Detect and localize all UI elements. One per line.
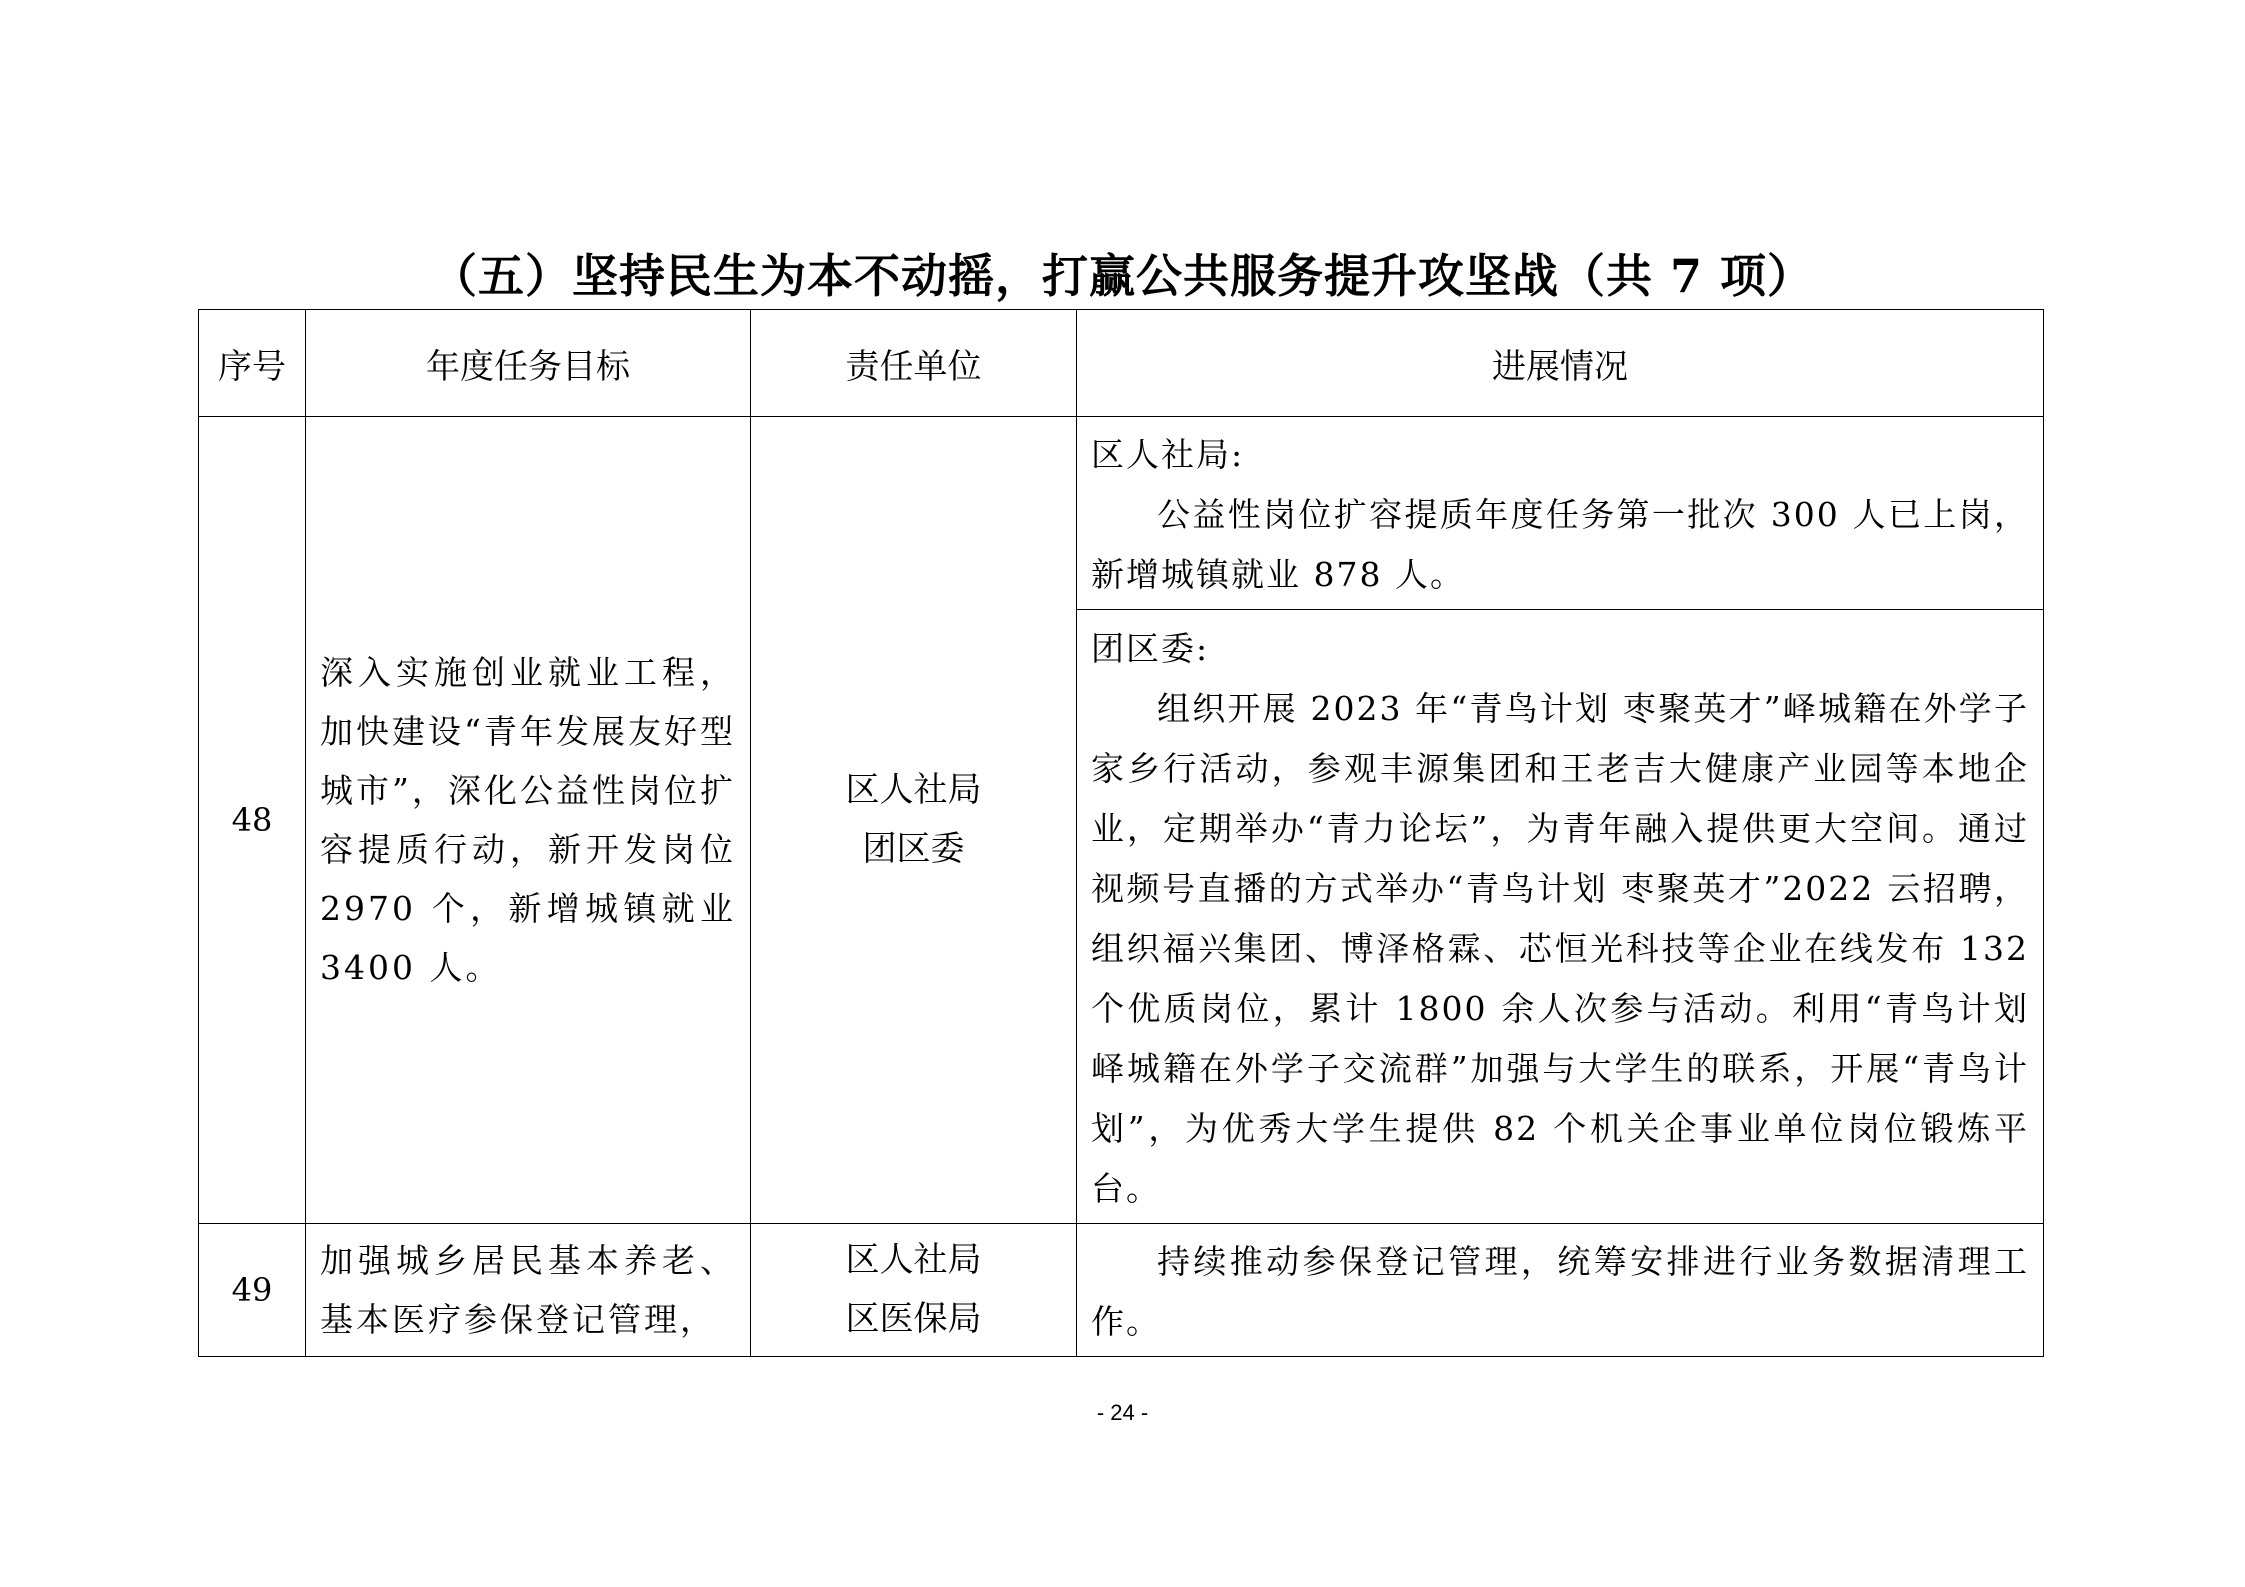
progress-text: 公益性岗位扩容提质年度任务第一批次 300 人已上岗，新增城镇就业 878 人。 (1091, 495, 2029, 594)
row-goal: 加强城乡居民基本养老、基本医疗参保登记管理， (306, 1224, 751, 1357)
table-row (199, 1224, 2044, 1357)
row-goal: 深入实施创业就业工程，加快建设“青年发展友好型城市”，深化公益性岗位扩容提质行动，新开发岗位 2970 个，新增城镇就业 3400 人。 (306, 417, 751, 1224)
page-number: - 24 - (1096, 1400, 1149, 1425)
row-units (751, 1224, 1077, 1357)
header-seq: 序号 (199, 310, 306, 417)
header-progress: 进展情况 (1077, 310, 2044, 417)
unit-name: 区人社局 (845, 770, 982, 810)
header-goal: 年度任务目标 (306, 310, 751, 417)
progress-table (198, 309, 2044, 1357)
unit-name: 团区委 (862, 829, 965, 869)
row-units (751, 417, 1077, 1224)
progress-cell (1077, 1224, 2044, 1357)
progress-cell (1077, 417, 2044, 610)
table-header-row (199, 310, 2044, 417)
unit-name: 区医保局 (845, 1299, 982, 1339)
section-title: （五）坚持民生为本不动摇，打赢公共服务提升攻坚战（共 7 项） (430, 249, 1815, 303)
progress-dept: 区人社局: (1091, 435, 1245, 474)
progress-text: 持续推动参保登记管理，统筹安排进行业务数据清理工作。 (1091, 1242, 2029, 1341)
header-unit: 责任单位 (751, 310, 1077, 417)
row-seq: 48 (199, 417, 306, 1224)
unit-name: 区人社局 (845, 1240, 982, 1280)
table-row (199, 417, 2044, 610)
progress-text: 组织开展 2023 年“青鸟计划 枣聚英才”峄城籍在外学子家乡行活动，参观丰源集团和王老吉大健康产业园等本地企业，定期举办“青力论坛”，为青年融入提供更大空间。通过视频号直播的方式举办“青鸟计划 枣聚英才”2022 云招聘，组织福兴集团、博泽格霖、芯恒光科技等企业在线发布 132 个优质岗位，累计 1800 余人次参与活动。利用“青鸟计划峄城籍在外学子交流群”加强与大学生的联系，开展“青鸟计划”，为优秀大学生提供 82 个机关企事业单位岗位锻炼平台。 (1091, 688, 2029, 1208)
progress-dept: 团区委: (1091, 628, 1210, 668)
row-seq: 49 (199, 1224, 306, 1357)
progress-cell (1077, 610, 2044, 1224)
